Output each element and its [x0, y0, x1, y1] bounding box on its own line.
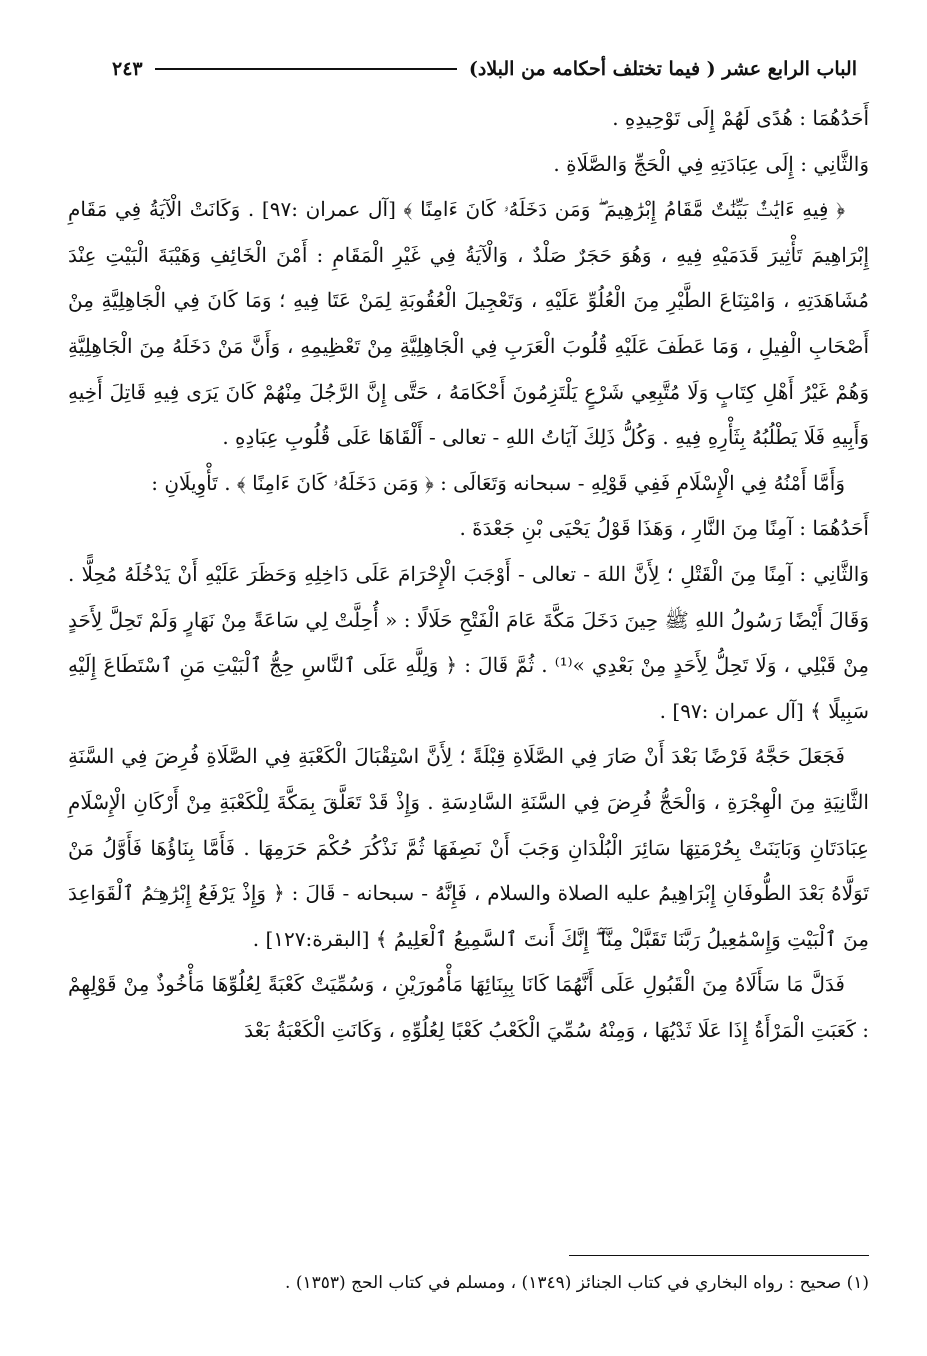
- footnote: (١) صحيح : رواه البخاري في كتاب الجنائز (١٣٤٩) ، ومسلم في كتاب الحج (١٣٥٣) .: [285, 1273, 869, 1293]
- main-text: [68, 96, 869, 1053]
- paragraph-safe-from-fire: أَحَدُهُمَا : آمِنًا مِنَ النَّارِ ، وَهَذَا قَوْلُ يَحْيَى بْنِ جَعْدَةَ .: [459, 516, 869, 541]
- paragraph-second-interpretation: وَالثَّانِي : إِلَى عِبَادَتِهِ فِي الْحَجِّ وَالصَّلَاةِ .: [553, 151, 869, 176]
- chapter-title: الباب الرابع عشر ( فيما تختلف أحكامه من البلاد): [468, 58, 857, 80]
- paragraph-hajj-obligation: فَجَعَلَ حَجَّهُ فَرْضًا بَعْدَ أَنْ صَارَ فِي الصَّلَاةِ قِبْلَةً ؛ لِأَنَّ اسْتِقْبَالَ الْكَعْبَةِ فِي الصَّلَاةِ فُرِضَ فِي السَّنَةِ الثَّانِيَةِ مِنَ الْهِجْرَةِ ، وَالْحَجُّ فُرِضَ فِي السَّنَةِ السَّادِسَةِ . وَإِذْ قَدْ تَعَلَّقَ بِمَكَّةَ لِلْكَعْبَةِ مِنْ أَرْكَانِ الْإِسْلَامِ عِبَادَتَانِ وَبَايَنَتْ بِحُرْمَتِهَا سَائِرَ الْبُلْدَانِ وَجَبَ أَنْ نَصِفَهَا ثُمَّ نَذْكُرَ حُكْمَ حَرَمِهَا . فَأَمَّا بِنَاؤُهَا فَأَوَّلُ مَنْ تَوَلَّاهُ بَعْدَ الطُّوفَانِ إِبْرَاهِيمُ عليه الصلاة والسلام ، فَإِنَّهُ - سبحانه - قَالَ : ﴿ وَإِذْ يَرْفَعُ إِبْرَٰهِـۧمُ ٱلْقَوَاعِدَ مِنَ ٱلْبَيْتِ وَإِسْمَٰعِيلُ رَبَّنَا تَقَبَّلْ مِنَّآ ۖ إِنَّكَ أَنتَ ٱلسَّمِيعُ ٱلْعَلِيمُ ﴾ [البقرة:١٢٧] .: [68, 744, 869, 951]
- paragraph-safe-from-killing: وَالثَّانِي : آمِنًا مِنَ الْقَتْلِ ؛ لِأَنَّ اللهَ - تعالى - أَوْجَبَ الْإِحْرَامَ عَلَى دَاخِلِهِ وَحَظَرَ عَلَيْهِ أَنْ يَدْخُلَهُ مُحِلًّا . وَقَالَ أَيْضًا رَسُولُ اللهِ ﷺ حِينَ دَخَلَ مَكَّةَ عَامَ الْفَتْحِ حَلَالًا : « أُحِلَّتْ لِي سَاعَةً مِنْ نَهَارٍ وَلَمْ تَحِلَّ لِأَحَدٍ مِنْ قَبْلِي ، وَلَا تَحِلُّ لِأَحَدٍ مِنْ بَعْدِي »⁽¹⁾ . ثُمَّ قَالَ : ﴿ وَلِلَّهِ عَلَى ٱلنَّاسِ حِجُّ ٱلْبَيْتِ مَنِ ٱسْتَطَاعَ إِلَيْهِ سَبِيلًا ﴾ [آل عمران :٩٧] .: [68, 561, 870, 723]
- footnote-separator: [569, 1255, 869, 1256]
- paragraph-first-interpretation: أَحَدُهُمَا : هُدًى لَهُمْ إِلَى تَوْحِيدِهِ .: [612, 106, 869, 130]
- paragraph-naming-of-kaaba: فَدَلَّ مَا سَأَلَاهُ مِنَ الْقَبُولِ عَلَى أَنَّهُمَا كَانَا بِبِنَائِهَا مَأْمُورَيْنِ ، وَسُمِّيَتْ كَعْبَةً لِعُلُوِّهَا مَأْخُوذٌ مِنْ قَوْلِهِمْ : كَعَبَتِ الْمَرْأَةُ إِذَا عَلَا ثَدْيُهَا ، وَمِنْهُ سُمِّيَ الْكَعْبُ كَعْبًا لِعُلُوِّهِ ، وَكَانَتِ الْكَعْبَةُ بَعْدَ: [68, 972, 869, 1042]
- running-header: [112, 52, 857, 86]
- page-number: ٢٤٣: [112, 58, 143, 80]
- paragraph-safety-in-islam: وَأَمَّا أَمْنُهُ فِي الْإِسْلَامِ فَفِي قَوْلِهِ - سبحانه وَتَعَالَى : ﴿ وَمَن دَخَلَهُۥ كَانَ ءَامِنًا ﴾ . تَأْوِيلَانِ :: [151, 470, 845, 495]
- paragraph-signs-of-the-house: ﴿ فِيهِ ءَايَٰتٌۢ بَيِّنَٰتٌ مَّقَامُ إِبْرَٰهِيمَ ۖ وَمَن دَخَلَهُۥ كَانَ ءَامِنًا ﴾ [آل عمران :٩٧] . وَكَانَتْ الْآيَةُ فِي مَقَامِ إِبْرَاهِيمَ تَأْثِيرَ قَدَمَيْهِ فِيهِ ، وَهُوَ حَجَرٌ صَلْدٌ ، وَالْآيَةُ فِي غَيْرِ الْمَقَامِ : أَمْنَ الْخَائِفِ وَهَيْبَةَ الْبَيْتِ عِنْدَ مُشَاهَدَتِهِ ، وَامْتِنَاعَ الطَّيْرِ مِنَ الْعُلُوِّ عَلَيْهِ ، وَتَعْجِيلَ الْعُقُوبَةِ لِمَنْ عَتَا فِيهِ ؛ وَمَا كَانَ فِي الْجَاهِلِيَّةِ مِنْ أَصْحَابِ الْفِيلِ ، وَمَا عَطَفَ عَلَيْهِ قُلُوبَ الْعَرَبِ فِي الْجَاهِلِيَّةِ مِنْ تَعْظِيمِهِ ، وَأَنَّ مَنْ دَخَلَهُ مِنَ الْجَاهِلِيَّةِ وَهُمْ غَيْرُ أَهْلِ كِتَابٍ وَلَا مُتَّبِعِي شَرْعٍ يَلْتَزِمُونَ أَحْكَامَهُ ، حَتَّى إِنَّ الرَّجُلَ مِنْهُمْ كَانَ يَرَى فِيهِ قَاتِلَ أَخِيهِ وَأَبِيهِ فَلَا يَطْلُبُهُ بِثَأْرِهِ فِيهِ . وَكُلُّ ذَلِكَ آيَاتُ اللهِ - تعالى - أَلْقَاهَا عَلَى قُلُوبِ عِبَادِهِ .: [68, 197, 870, 450]
- header-rule: [155, 68, 457, 70]
